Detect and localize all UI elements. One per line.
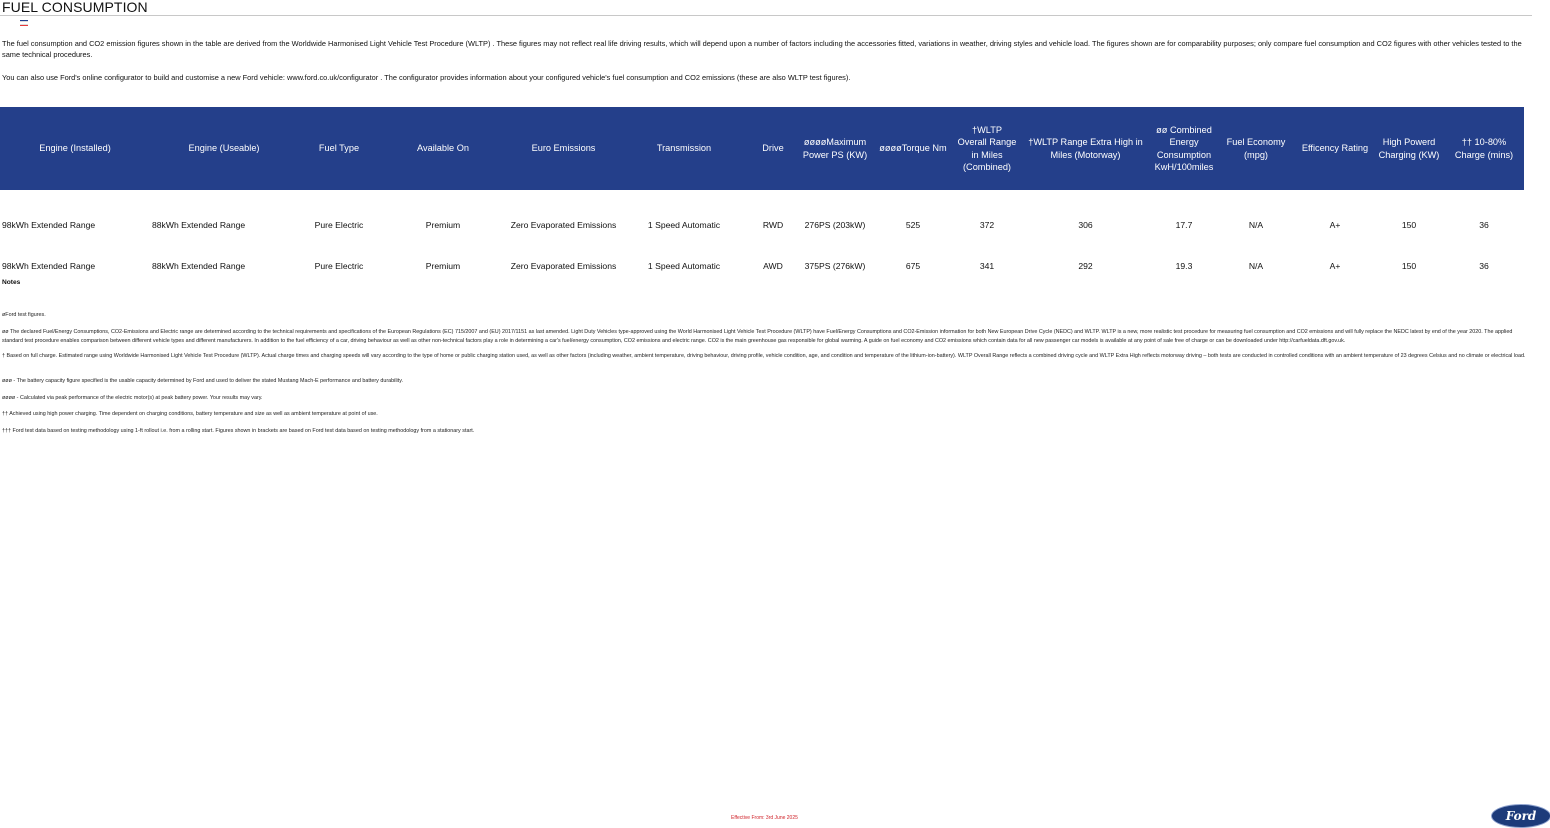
table-cell: 276PS (203kW) <box>804 219 866 230</box>
note-item: † Based on full charge. Estimated range using Worldwide Harmonised Light Vehicle Test Procedure (WLTP). Actual charge times and charging speeds will vary according to the type of home or public charging station used, as well as other factors (including weather, ambient temperature, driving behaviour, driving profile, vehicle condition, age, and condition and temperature of the lithium-ion-battery). WLTP Overall Range reflects a combined driving cycle and WLTP Extra High reflects motorway driving – both tests are conducted in controlled conditions with an ambient temperature of 23 degrees Celsius and no climate or electrical load. <box>2 353 1526 359</box>
table-cell: 306 <box>1078 219 1093 230</box>
configurator-paragraph: You can also use Ford's online configurator to build and customise a new Ford vehicle: www.ford.co.uk/configurator . The configurator provides information about your configured vehicle's fuel consumption and CO2 emissions (these are also WLTP test figures). <box>2 73 851 82</box>
table-cell: 150 <box>1401 219 1417 230</box>
table-cell: 88kWh Extended Range <box>152 260 246 271</box>
table-cell: 98kWh Extended Range <box>2 219 96 230</box>
header-cell: Available On <box>380 107 506 190</box>
table-cell: Zero Evaporated Emissions <box>510 260 617 271</box>
ford-logo <box>1491 804 1550 828</box>
header-cell: øøøøMaximum Power PS (KW) <box>799 107 871 190</box>
table-cell: Zero Evaporated Emissions <box>510 219 617 230</box>
notes-heading: Notes <box>2 279 21 286</box>
table-cell: 525 <box>905 219 921 230</box>
table-cell: AWD <box>763 260 783 271</box>
fuel-consumption-table <box>0 107 1524 286</box>
intro-paragraph: The fuel consumption and CO2 emission figures shown in the table are derived from the Worldwide Harmonised Light Vehicle Test Procedure (WLTP) . These figures may not reflect real life driving results, which will depend upon a number of factors including the accessories fitted, variations in weather, driving styles and vehicle load. The figures shown are for comparability purposes; only compare fuel consumption and CO2 figures with other vehicles tested to the same technical procedures. <box>2 39 1522 59</box>
page-title: FUEL CONSUMPTION <box>2 0 148 15</box>
table-cell: 341 <box>979 260 995 271</box>
table-cell: 98kWh Extended Range <box>2 260 96 271</box>
table-cell: Pure Electric <box>314 260 364 271</box>
table-cell: A+ <box>1329 219 1341 230</box>
note-item: †† Achieved using high power charging. Time dependent on charging conditions, battery temperature and size as well as ambient temperature at point of use. <box>2 411 378 417</box>
table-cell: 292 <box>1078 260 1093 271</box>
ford-logo-text: Ford <box>1505 809 1537 823</box>
header-cell: Euro Emissions <box>506 107 621 190</box>
header-cell: †† 10-80% Charge (mins) <box>1444 107 1524 190</box>
title-divider <box>0 15 1532 16</box>
table-cell: N/A <box>1248 260 1264 271</box>
table-cell: 88kWh Extended Range <box>152 219 246 230</box>
note-item: ††† Ford test data based on testing methodology using 1-ft rollout i.e. from a rolling start. Figures shown in brackets are based on Ford test data based on testing methodology from a stationary start. <box>2 428 475 434</box>
header-cell: Transmission <box>621 107 747 190</box>
header-cell: Engine (Installed) <box>0 107 150 190</box>
header-cell: †WLTP Range Extra High in Miles (Motorway) <box>1019 107 1152 190</box>
header-cell: øøøøTorque Nm <box>871 107 955 190</box>
table-row <box>0 190 1524 245</box>
note-item: øøøø - Calculated via peak performance of the electric motor(s) at peak battery power. Your results may vary. <box>2 395 263 401</box>
header-cell: †WLTP Overall Range in Miles (Combined) <box>955 107 1019 190</box>
table-cell: 36 <box>1479 260 1489 271</box>
header-cell: Engine (Useable) <box>150 107 298 190</box>
table-header-row <box>0 107 1524 190</box>
table-cell: A+ <box>1329 260 1341 271</box>
note-item: øøø - The battery capacity figure specified is the usable capacity determined by Ford and used to deliver the stated Mustang Mach-E performance and battery durability. <box>2 378 404 384</box>
table-row <box>0 245 1524 286</box>
table-cell: 17.7 <box>1175 219 1193 230</box>
table-cell: RWD <box>762 219 784 230</box>
table-cell: 36 <box>1479 219 1489 230</box>
header-cell: øø Combined Energy Consumption KwH/100miles <box>1152 107 1216 190</box>
header-cell: Efficency Rating <box>1296 107 1374 190</box>
table-cell: Pure Electric <box>314 219 364 230</box>
table-cell: N/A <box>1248 219 1264 230</box>
table-cell: 1 Speed Automatic <box>647 219 721 230</box>
header-cell: Fuel Type <box>298 107 380 190</box>
uk-flag-icon <box>20 20 28 26</box>
table-cell: 375PS (276kW) <box>804 260 866 271</box>
table-cell: Premium <box>425 260 461 271</box>
note-item: øø The declared Fuel/Energy Consumptions, CO2-Emissions and Electric range are determined according to the technical requirements and specifications of the European Regulations (EC) 715/2007 and (EU) 2017/1151 as last amended. Light Duty Vehicles type-approved using the World Harmonised Light Vehicle Test Procedure (WLTP) have Fuel/Energy Consumptions and CO2-Emission information for both New European Drive Cycle (NEDC) and WLTP. WLTP is a new, more realistic test procedure for measuring fuel consumption and CO2 emissions and will fully replace the NEDC latest by end of the year 2020. The applied standard test procedure enables comparison between different vehicle types and different manufacturers. In addition to the fuel efficiency of a car, driving behaviour as well as other non-technical factors play a role in determining a car's fuel/energy consumption, CO2 emissions and electric range. CO2 is the main greenhouse gas responsible for global warming. A guide on fuel economy and CO2 emissions which contain data for all new passenger car models is available at any point of sale free of charge or can be downloaded under http://carfueldata.dft.gov.uk. <box>2 329 1513 344</box>
table-cell: 19.3 <box>1175 260 1193 271</box>
table-cell: 372 <box>979 219 995 230</box>
table-cell: Premium <box>425 219 461 230</box>
table-cell: 1 Speed Automatic <box>647 260 721 271</box>
effective-date: Effective From: 3rd June 2025 <box>731 815 798 821</box>
header-cell: Drive <box>747 107 799 190</box>
note-item: øFord test figures. <box>2 312 46 318</box>
table-cell: 150 <box>1401 260 1417 271</box>
header-cell: High Powerd Charging (KW) <box>1374 107 1444 190</box>
header-cell: Fuel Economy (mpg) <box>1216 107 1296 190</box>
table-cell: 675 <box>905 260 921 271</box>
